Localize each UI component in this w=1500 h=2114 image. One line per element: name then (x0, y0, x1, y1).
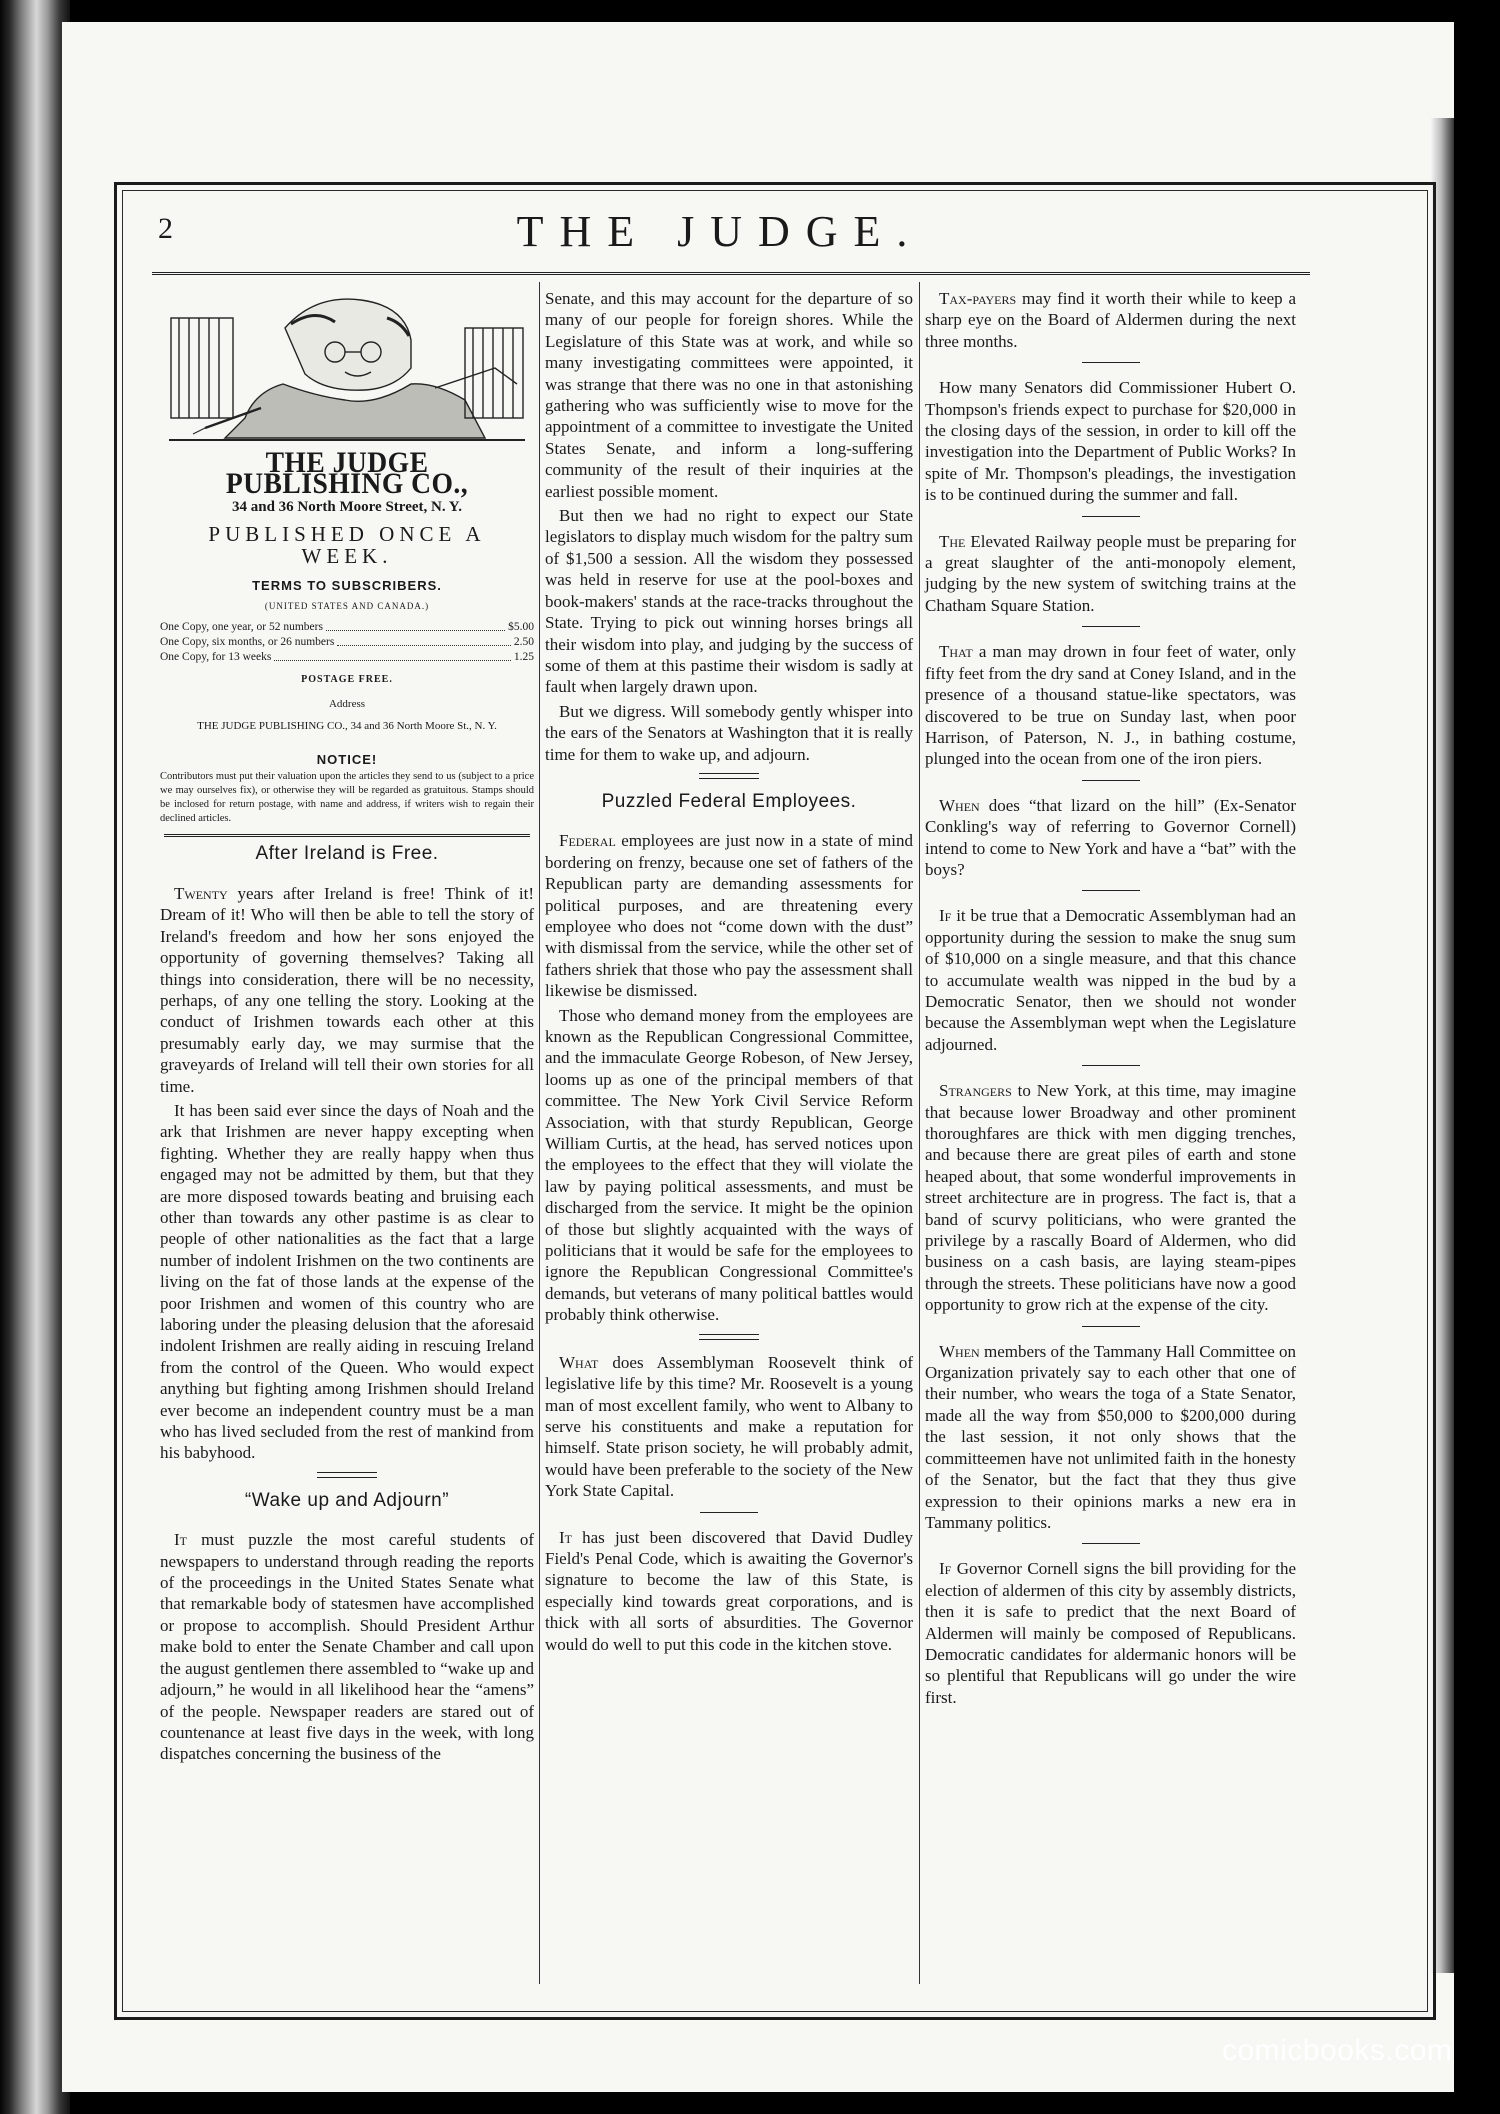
article-paragraph (160, 883, 534, 1097)
section-rule (164, 834, 530, 837)
article-paragraph (545, 830, 913, 1001)
masthead-rule (152, 272, 1310, 275)
column-1 (160, 288, 534, 1768)
column-rule-1 (539, 282, 540, 1984)
rate-price: $5.00 (508, 620, 534, 633)
article-paragraph (545, 1527, 913, 1655)
column-rule-2 (919, 282, 920, 1984)
publisher-name: THE JUDGE PUBLISHING CO., (225, 446, 469, 501)
lead-word: That (939, 642, 973, 662)
divider (699, 773, 759, 779)
judge-illustration (165, 288, 529, 448)
paragraph-text: must puzzle the most careful students of newspapers to understand through reading the reports of the proceedings in the United States Senate what that remarkable body of statesmen have accomplished or propose to accomplish. Should President Arthur make bold to enter the Senate Chamber and call upon the august gentlemen there assembled to “wake up and adjourn,” he would in all likelihood hear the “amens” of the people. Newspaper readers are stared out of countenance at least five days in the week, with long dispatches concerning the business of the (160, 1530, 535, 1764)
article-paragraph (925, 1558, 1296, 1708)
terms-subheading: (UNITED STATES AND CANADA.) (264, 601, 430, 612)
paragraph-text: Governor Cornell signs the bill providing for the election of aldermen of this city by assembly districts, then it is safe to predict that the next Board of Aldermen will mainly be composed of Republicans. Democratic candidates for aldermanic honors will be so plentiful that Republicans will go under the wire first. (925, 1559, 1297, 1707)
divider (1082, 626, 1140, 627)
headline-wake-up: “Wake up and Adjourn” (244, 1489, 450, 1511)
column-3 (925, 288, 1296, 1711)
divider (317, 1472, 377, 1478)
article-paragraph (925, 288, 1296, 352)
notice-text: Contributors must put their valuation upon the articles they send to us (subject to a price we may ourselves fix), or otherwise they will be regarded as gratuitous. Stamps should be inclosed for return postage, with name and address, if writers wish to regain their declined articles. (160, 771, 534, 825)
divider (1082, 516, 1140, 517)
paragraph-text: a man may drown in four feet of water, only fifty feet from the dry sand at Coney Island, and in the presence of a thousand statue-like spectators, was discovered to be true on Sunday last, when poor Harrison, of Paterson, N. J., in bathing costume, plunged into the ocean from one of the iron piers. (925, 642, 1297, 769)
divider (1082, 362, 1140, 363)
article-paragraph (925, 1341, 1296, 1534)
article-paragraph (925, 1080, 1296, 1315)
paragraph-text: members of the Tammany Hall Committee on Organization privately say to each other that one of their number, who wears the toga of a State Senator, made all the way from $50,000 to $200,000 during the last session, it not only shows that the committeemen have not unlimited faith in the honesty of the Senator, but the fact that they thus give expression to their opinions marks a new era in Tammany politics. (925, 1341, 1296, 1532)
headline-federal: Puzzled Federal Employees. (601, 790, 857, 812)
masthead-title: THE JUDGE. (516, 207, 924, 256)
article-paragraph (925, 905, 1296, 1055)
article-paragraph: Senate, and this may account for the departure of so many of our people for foreign shores. While the Legislature of this State was at work, and while so many investigating committees were appointed, it was strange that there was no one in that astonishing gathering who was sufficiently wise to move for the appointment of a committee to investigate the United States Senate, and inform a long-suffering community of the result of their inquiries at the earliest possible moment. (545, 289, 913, 501)
rate-row (160, 620, 534, 635)
publication-frequency: PUBLISHED ONCE A WEEK. (208, 522, 486, 568)
lead-word: When (939, 1341, 980, 1361)
rate-leader (274, 650, 511, 661)
postage-note: POSTAGE FREE. (301, 673, 393, 685)
article-paragraph (160, 1529, 534, 1764)
terms-heading: TERMS TO SUBSCRIBERS. (252, 578, 442, 594)
lead-word: The (939, 531, 966, 551)
divider (1082, 1065, 1140, 1066)
lead-word: It (174, 1530, 187, 1550)
lead-word: It (559, 1527, 572, 1547)
column-2 (545, 288, 913, 1658)
divider (1082, 1543, 1140, 1544)
rate-price: 1.25 (513, 650, 534, 663)
rate-row (160, 635, 534, 650)
paragraph-text: to New York, at this time, may imagine that because lower Broadway and other prominent thoroughfares are thick with men digging trenches, and because there are great piles of earth and stone heaped about, that some wonderful improvements in street architecture are in progress. The fact is, that a band of scurvy politicians, who were granted the privilege by a rascally Board of Aldermen, who did business on a cash basis, are laying steam-pipes through the streets. These politicians have now a good opportunity to grow rich at the expense of the city. (925, 1081, 1296, 1315)
page-number: 2 (158, 212, 173, 245)
paragraph-text: Elevated Railway people must be preparing for a great slaughter of the anti-monopoly element, judging by the new system of switching trains at the Chatham Square Station. (925, 531, 1296, 615)
article-paragraph: How many Senators did Commissioner Hubert O. Thompson's friends expect to purchase for $20,000 in the closing days of the session, in order to kill off the investigation into the Department of Public Works? In spite of Mr. Thompson's pleadings, the investigation is to be continued during the summer and fall. (925, 378, 1296, 505)
rate-leader (326, 620, 505, 631)
article-paragraph (545, 1352, 913, 1502)
paragraph-text: does “that lizard on the hill” (Ex-Senator Conkling's way of referring to Governor Cornell) intend to come to New York and have a “bat” with the boys? (925, 795, 1296, 879)
rate-label: One Copy, six months, or 26 numbers (160, 635, 335, 648)
lead-word: If (939, 906, 952, 926)
paragraph-text: does Assemblyman Roosevelt think of legislative life by this time? Mr. Roosevelt is a young man of most excellent family, who went to Albany to serve his constituents and make a reputation for himself. State prison society, he will probably admit, would have been preferable to the society of the New York State Capital. (545, 1352, 914, 1501)
paragraph-text: has just been discovered that David Dudley Field's Penal Code, which is awaiting the Governor's signature to become the law of this State, is especially kind towards great corporations, and is thick with all sorts of absurdities. The Governor would do well to put this code in the kitchen stove. (545, 1527, 913, 1654)
rate-price: 2.50 (513, 635, 534, 648)
divider (1082, 1326, 1140, 1327)
divider (700, 1512, 758, 1513)
rate-leader (337, 635, 511, 646)
article-paragraph (925, 795, 1296, 881)
paragraph-text: years after Ireland is free! Think of it! Dream of it! Who will then be able to tell the story of Ireland's freedom and how her sons enjoyed the opportunity of governing themselves? Taking all things into consideration, there will be no necessity, perhaps, of any one telling the story. Looking at the conduct of Irishmen towards each other at this presumably early day, we may surmise that the graveyards of Ireland will tell their own stories for all time. (160, 883, 535, 1096)
headline-ireland: After Ireland is Free. (255, 843, 439, 865)
article-paragraph (925, 531, 1296, 617)
article-paragraph: It has been said ever since the days of Noah and the ark that Irishmen are never happy excepting when fighting. Whether they are really happy when thus engaged may not be admitted by them, but that they are more disposed towards beating and bruising each other than towards any other pastime is as clear to people of other nationalities as the fact that a large number of indolent Irishmen on the two continents are living on the fat of those lands at the expense of the poor Irishmen and women of this country who are laboring under the pleasing delusion that the aforesaid indolent Irishmen are really aiding in rescuing Ireland from the control of the Queen. Who would expect anything but fighting among Irishmen should Ireland ever become an independent country must be a man who has lived secluded from the rest of mankind from his babyhood. (160, 1100, 534, 1463)
site-watermark: comicbooks.com (1222, 2034, 1453, 2067)
rate-label: One Copy, for 13 weeks (160, 650, 272, 663)
publisher-address: 34 and 36 North Moore Street, N. Y. (232, 498, 462, 515)
address-label: Address (328, 698, 366, 711)
rate-row (160, 650, 534, 665)
lead-word: If (939, 1559, 952, 1579)
rate-label: One Copy, one year, or 52 numbers (160, 620, 323, 633)
divider (1082, 890, 1140, 891)
notice-heading: NOTICE! (316, 752, 378, 768)
mail-address: THE JUDGE PUBLISHING CO., 34 and 36 North Moore St., N. Y. (197, 719, 497, 732)
lead-word: Tax-payers (939, 289, 1017, 308)
lead-word: What (559, 1352, 599, 1372)
lead-word: When (939, 795, 980, 815)
paragraph-text: it be true that a Democratic Assemblyman had an opportunity during the session to make the snug sum of $10,000 on a single measure, and that this chance to accumulate wealth was nipped in the bud by a Democratic Senator, then we should not wonder because the Assemblyman wept when the Legislature adjourned. (925, 906, 1297, 1054)
lead-word: Twenty (174, 883, 228, 903)
divider (1082, 780, 1140, 781)
article-paragraph: But then we had no right to expect our State legislators to display much wisdom for the paltry sum of $1,500 a session. All the wisdom they possessed was held in reserve for use at the pool-boxes and book-makers' stands at the race-tracks throughout the State. Trying to pick out winning horses brings all their wisdom into play, and judging by the success of some of them at this pastime their wisdom is sadly at fault when largely drawn upon. (545, 506, 913, 697)
divider (699, 1334, 759, 1340)
paragraph-text: may find it worth their while to keep a sharp eye on the Board of Aldermen during the next three months. (925, 289, 1297, 351)
article-paragraph: Those who demand money from the employees are known as the Republican Congressional Committee, and the immaculate George Robeson, of New Jersey, looms up as one of the principal members of that committee. The New York Civil Service Reform Association, with that sturdy Republican, George William Curtis, at the head, has served notices upon the employees to the effect that they will violate the law by paying political assessments, and must be discharged from the service. It might be the opinion of those but slightly acquainted with the ways of politicians that it would be safe for the employees to ignore the Republican Congressional Committee's demands, but veterans of many political battles would probably think otherwise. (545, 1005, 913, 1325)
article-paragraph: But we digress. Will somebody gently whisper into the ears of the Senators at Washington that it is really time for them to wake up, and adjourn. (545, 701, 913, 764)
paragraph-text: employees are just now in a state of mind bordering on frenzy, because one set of fathers of the Republican party are demanding assessments for political purposes, and are threatening every employee who does not “come down with the dust” with dismissal from the service, while the other set of fathers shriek that those who pay the assessment shall likewise be dismissed. (545, 831, 913, 1001)
article-paragraph (925, 641, 1296, 769)
book-spine (0, 0, 70, 2114)
lead-word: Federal (559, 831, 616, 851)
lead-word: Strangers (939, 1081, 1012, 1101)
